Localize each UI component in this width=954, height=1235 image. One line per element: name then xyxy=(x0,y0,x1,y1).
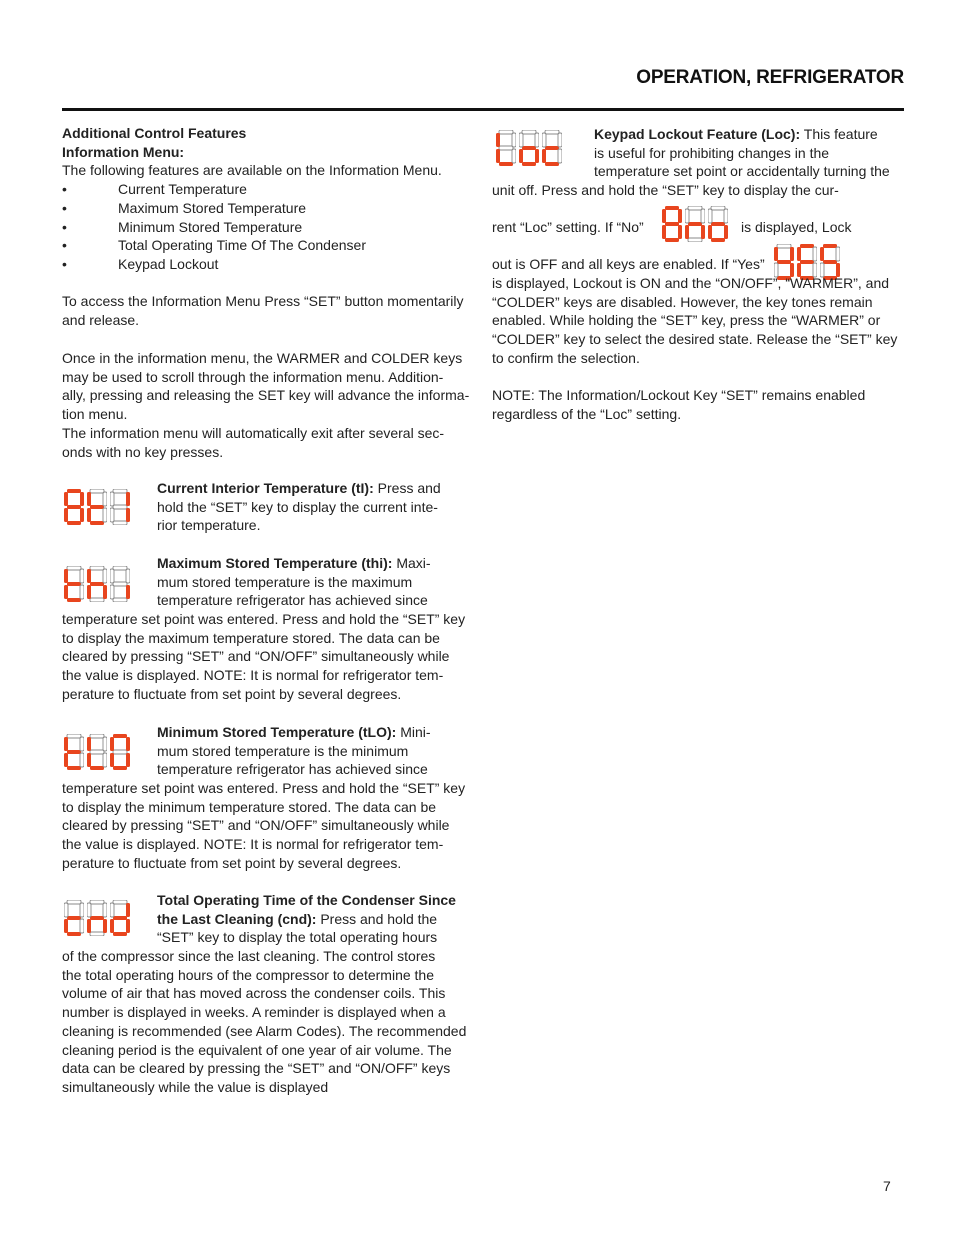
access-paragraph: To access the Information Menu Press “SET” button momentarily and release. xyxy=(62,293,464,328)
thi-description-head: Maximum Stored Temperature (thi): Maxi- mum stored temperature is the maximum temperature refrigerator has achieved since xyxy=(157,555,431,609)
left-column xyxy=(62,124,474,274)
thi-description-body: temperature set point was entered. Press and hold the “SET” key to display the maximum temperature stored. The data can be cleared by pressing “SET” and “ON/OFF” simultaneously while the value is displayed. NOTE: It is normal for refrigerator tem- perature to fluctuate from set point by several degrees. xyxy=(62,611,466,702)
subsection-heading: Information Menu: xyxy=(62,143,185,160)
tlo-description-head: Minimum Stored Temperature (tLO): Mini- mum stored temperature is the minimum temperature refrigerator has achieved since xyxy=(157,724,431,778)
cnd-display-icon xyxy=(64,900,130,941)
loc-description-body: is displayed, Lockout is ON and the “ON/OFF”, “WARMER”, and “COLDER” keys are disabled. However, the key tones remain enabled. While holding the “SET” key, press the “WARMER” or “COLDER” key to select the desired state. Release the “SET” key to confirm the selection. xyxy=(492,275,898,366)
ti-display-icon xyxy=(64,489,130,530)
loc-line-5-end: is displayed, Lock xyxy=(741,219,852,235)
cnd-description-body: of the compressor since the last cleaning. The control stores the total operating hours of the compressor to determine the volume of air that has moved across the condenser coils. This number is displayed in weeks. A reminder is displayed when a cleaning is recommended (see Alarm Codes). The recommended cleaning period is the equivalent of one year of air volume. The data can be cleared by pressing the “SET” and “ON/OFF” keys simultaneously while the value is displayed xyxy=(62,948,467,1095)
loc-line-6: out is OFF and all keys are enabled. If “Yes” xyxy=(492,256,765,272)
no-display-icon xyxy=(662,206,728,247)
list-item: • Maximum Stored Temperature xyxy=(62,199,307,216)
tlo-description-body: temperature set point was entered. Press and hold the “SET” key to display the minimum temperature stored. The data can be cleared by pressing “SET” and “ON/OFF” simultaneously while the value is displayed. NOTE: It is normal for refrigerator tem- perature to fluctuate from set point by several degrees. xyxy=(62,780,466,871)
loc-note: NOTE: The Information/Lockout Key “SET” remains enabled regardless of the “Loc” setting. xyxy=(492,387,866,422)
header-rule xyxy=(62,108,904,111)
page-title: OPERATION, REFRIGERATOR xyxy=(636,67,904,88)
loc-description-head: Keypad Lockout Feature (Loc): This feature is useful for prohibiting changes in the temperature set point or accidentally turning the xyxy=(594,126,890,180)
loc-line-5: rent “Loc” setting. If “No” xyxy=(492,219,644,235)
scroll-paragraph: Once in the information menu, the WARMER and COLDER keys may be used to scroll through the information menu. Addition- ally, pressing and releasing the SET key will advance the informa- tion menu. The information menu will automatically exit after several sec- onds with no key presses. xyxy=(62,350,470,460)
intro-text: The following features are available on the Information Menu. xyxy=(62,162,442,179)
feature-list xyxy=(62,180,474,274)
tlo-display-icon xyxy=(64,734,130,775)
ti-description: Current Interior Temperature (tI): Press and hold the “SET” key to display the current inte- rior temperature. xyxy=(157,480,441,534)
cnd-description-head: Total Operating Time of the Condenser Since the Last Cleaning (cnd): Press and hold the “SET” key to display the total operating hours xyxy=(157,892,456,946)
list-item: • Keypad Lockout xyxy=(62,255,219,272)
list-item: • Current Temperature xyxy=(62,181,247,198)
list-item: • Total Operating Time Of The Condenser xyxy=(62,237,366,254)
section-heading: Additional Control Features xyxy=(62,125,247,141)
page-number: 7 xyxy=(883,1178,891,1194)
thi-display-icon xyxy=(64,566,130,607)
loc-display-icon xyxy=(496,130,562,171)
loc-line-4: unit off. Press and hold the “SET” key to display the cur- xyxy=(492,182,839,198)
list-item: • Minimum Stored Temperature xyxy=(62,218,303,235)
